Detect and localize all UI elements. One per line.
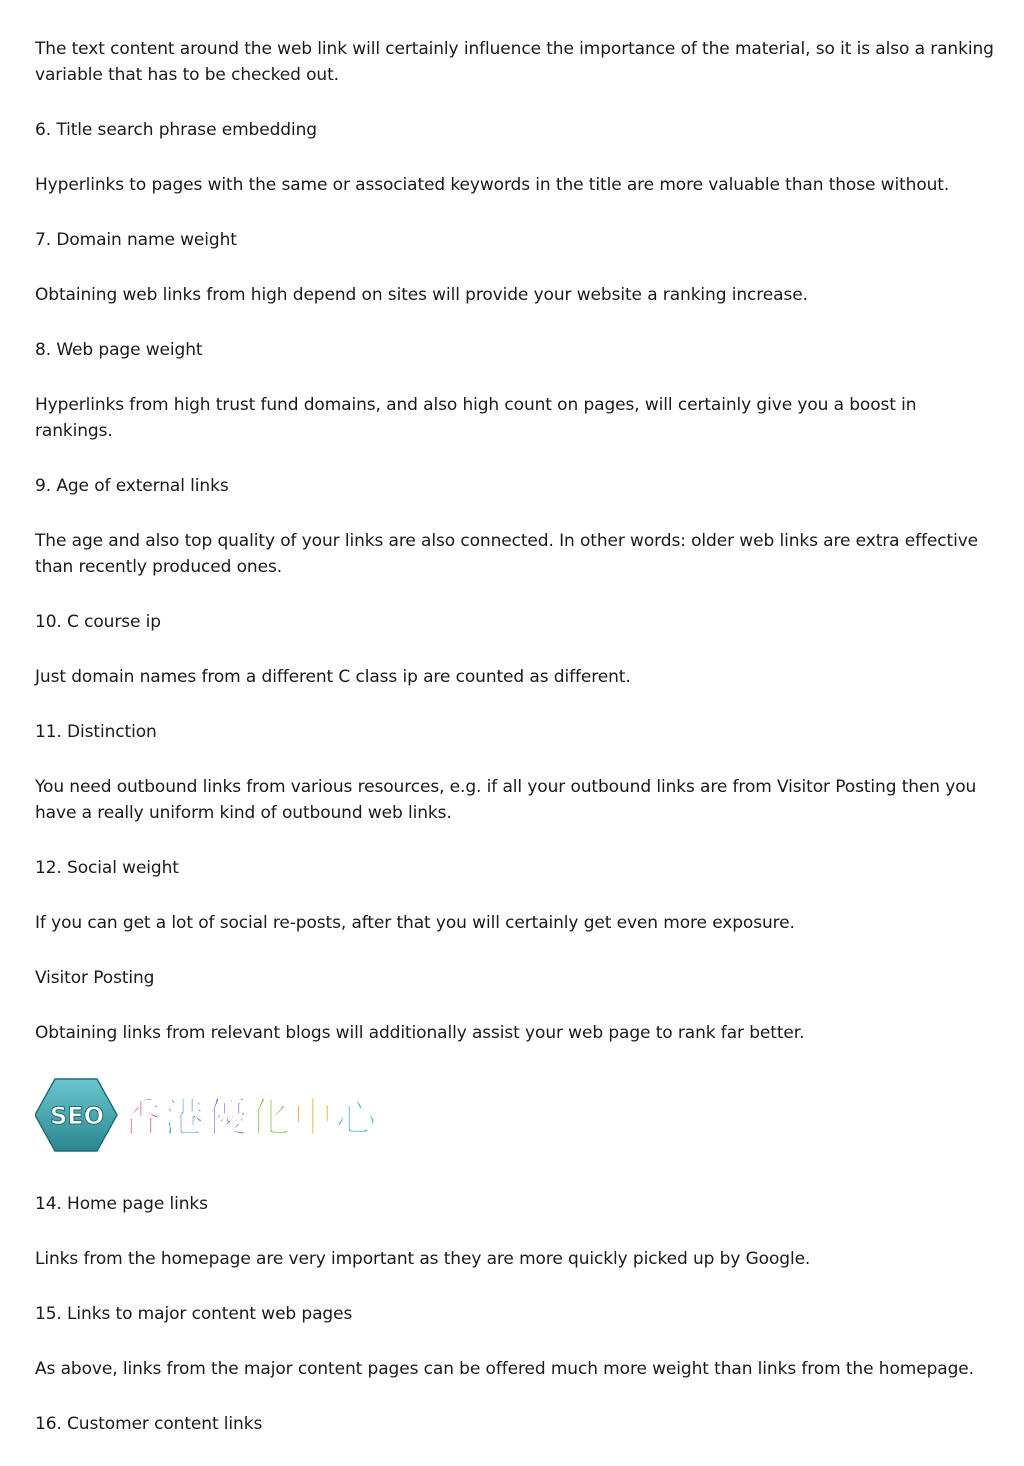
article-body-top — [35, 36, 995, 1046]
section-heading: 6. Title search phrase embedding — [35, 120, 317, 140]
document-page — [35, 36, 995, 1466]
paragraph: The age and also top quality of your links are also connected. In other words: older web links are extra effective than recently produced ones. — [35, 531, 979, 577]
seo-logo — [35, 1075, 995, 1155]
logo-char: 優 — [207, 1095, 247, 1141]
section-heading: 12. Social weight — [35, 858, 179, 878]
section-heading: 10. C course ip — [35, 612, 161, 632]
logo-char: 中 — [293, 1095, 333, 1141]
logo-chinese-text — [121, 1095, 378, 1141]
section-heading: Visitor Posting — [35, 968, 155, 988]
logo-badge-text: SEO — [49, 1102, 105, 1130]
paragraph: Hyperlinks to pages with the same or associated keywords in the title are more valuable than those without. — [35, 175, 950, 195]
paragraph: Links from the homepage are very important as they are more quickly picked up by Google. — [35, 1249, 811, 1269]
section-heading: 7. Domain name weight — [35, 230, 237, 250]
logo-char: 心 — [336, 1095, 376, 1141]
seo-logo-image — [35, 1075, 380, 1155]
paragraph: You need outbound links from various resources, e.g. if all your outbound links are from Visitor Posting then you have a really uniform kind of outbound web links. — [35, 777, 977, 823]
section-heading: 8. Web page weight — [35, 340, 203, 360]
section-heading: 14. Home page links — [35, 1194, 208, 1214]
section-heading: 9. Age of external links — [35, 476, 229, 496]
paragraph: Obtaining links from relevant blogs will additionally assist your web page to rank far better. — [35, 1023, 805, 1043]
logo-char: 化 — [250, 1095, 290, 1141]
section-heading: 11. Distinction — [35, 722, 157, 742]
paragraph: The text content around the web link will certainly influence the importance of the material, so it is also a ranking variable that has to be checked out. — [35, 39, 994, 85]
paragraph: If you can get a lot of social re-posts, after that you will certainly get even more exposure. — [35, 913, 795, 933]
paragraph: Obtaining web links from high depend on sites will provide your website a ranking increase. — [35, 285, 808, 305]
section-heading: 16. Customer content links — [35, 1414, 263, 1434]
logo-char: 香 — [121, 1095, 161, 1141]
logo-char: 港 — [164, 1095, 204, 1141]
article-body-bottom — [35, 1191, 995, 1437]
paragraph: As above, links from the major content pages can be offered much more weight than links from the homepage. — [35, 1359, 974, 1379]
paragraph: Hyperlinks from high trust fund domains, and also high count on pages, will certainly give you a boost in rankings. — [35, 395, 917, 441]
section-heading: 15. Links to major content web pages — [35, 1304, 353, 1324]
paragraph: Just domain names from a different C class ip are counted as different. — [35, 667, 631, 687]
